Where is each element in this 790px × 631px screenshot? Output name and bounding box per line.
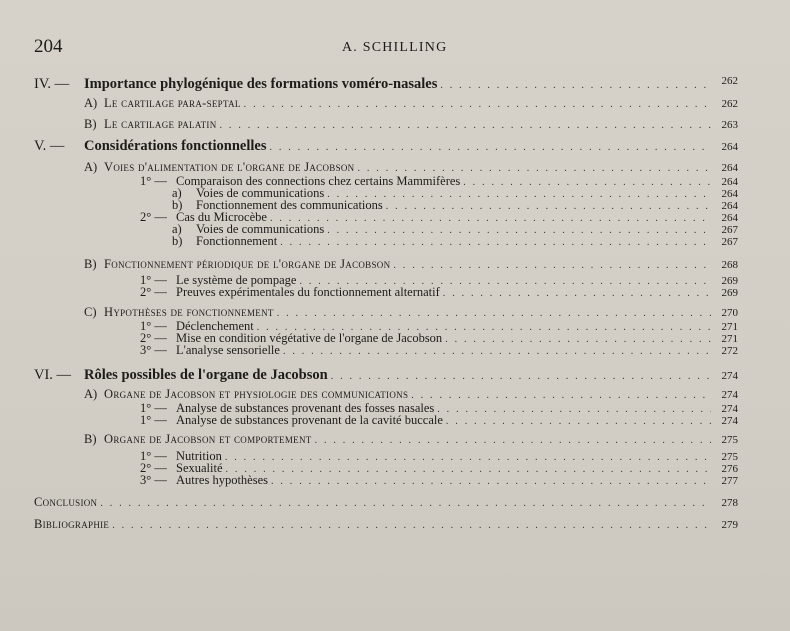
- toc-entry-number: a): [172, 186, 182, 200]
- toc-entry-page: 264: [721, 188, 738, 200]
- toc-entry-page: 275: [721, 434, 738, 446]
- dot-leader: [315, 434, 711, 447]
- toc-entry-title: Le système de pompage: [176, 273, 297, 287]
- toc-entry: [84, 258, 738, 272]
- dot-leader: [440, 78, 711, 93]
- toc-entry-number: 1° —: [140, 449, 167, 463]
- toc-entry-number: 2° —: [140, 461, 167, 475]
- toc-entry: [84, 118, 738, 132]
- toc-entry-page: 279: [721, 519, 738, 531]
- dot-leader: [271, 475, 711, 488]
- toc-entry-title: Rôles possibles de l'organe de Jacobson: [84, 367, 328, 383]
- toc-entry-number: a): [172, 222, 182, 236]
- toc-entry-title: Voies d'alimentation de l'organe de Jacobson: [104, 160, 355, 174]
- dot-leader: [280, 236, 711, 249]
- toc-entry-page: 274: [721, 403, 738, 415]
- toc-entry-title: Fonctionnement périodique de l'organe de Jacobson: [104, 257, 391, 271]
- toc-entry-number: B): [84, 257, 97, 271]
- toc-entry-number: 1° —: [140, 273, 167, 287]
- toc-entry-page: 270: [721, 307, 738, 319]
- toc-entry: [84, 433, 738, 447]
- toc-entry-page: 276: [721, 463, 738, 475]
- toc-entry-number: A): [84, 96, 98, 110]
- toc-entry-page: 274: [721, 415, 738, 427]
- page-number: 204: [34, 36, 63, 57]
- toc-entry-title: Preuves expérimentales du fonctionnement alternatif: [176, 285, 440, 299]
- toc-entry: [34, 496, 738, 510]
- toc-entry-page: 272: [721, 345, 738, 357]
- dot-leader: [411, 389, 711, 402]
- toc-entry-page: 262: [721, 75, 738, 87]
- toc-entry-title: Nutrition: [176, 449, 222, 463]
- dot-leader: [269, 140, 711, 155]
- toc-entry-page: 264: [721, 212, 738, 224]
- toc-entry: [84, 306, 738, 320]
- toc-entry-number: 1° —: [140, 413, 167, 427]
- toc-entry-number: A): [84, 387, 98, 401]
- toc-entry-page: 267: [721, 224, 738, 236]
- toc-entry-page: 264: [721, 162, 738, 174]
- toc-entry-title: Fonctionnement: [196, 234, 278, 248]
- toc-entry: [140, 344, 738, 358]
- toc-entry-page: 262: [721, 98, 738, 110]
- toc-entry-title: Importance phylogénique des formations voméro-nasales: [84, 76, 438, 92]
- toc-entry: [84, 388, 738, 402]
- toc-entry-page: 269: [721, 287, 738, 299]
- dot-leader: [100, 497, 711, 510]
- toc-entry-title: Fonctionnement des communications: [196, 198, 383, 212]
- toc-entry-title: Comparaison des connections chez certains Mammifères: [176, 174, 461, 188]
- toc-entry-title: Analyse de substances provenant des fosses nasales: [176, 401, 435, 415]
- toc-entry-number: 2° —: [140, 210, 167, 224]
- toc-entry-number: 1° —: [140, 401, 167, 415]
- toc-entry-title: Organe de Jacobson et comportement: [104, 432, 312, 446]
- toc-entry-number: IV. —: [34, 76, 70, 92]
- toc-entry-title: Organe de Jacobson et physiologie des communications: [104, 387, 409, 401]
- toc-entry-number: b): [172, 234, 183, 248]
- toc-entry-title: Conclusion: [34, 495, 98, 509]
- toc-entry-number: b): [172, 198, 183, 212]
- dot-leader: [220, 119, 711, 132]
- toc-entry-page: 267: [721, 236, 738, 248]
- toc-entry-number: VI. —: [34, 367, 72, 383]
- toc-entry-title: Voies de communications: [196, 186, 325, 200]
- toc-entry-title: Sexualité: [176, 461, 223, 475]
- toc-entry-page: 264: [721, 141, 738, 153]
- toc-entry-number: 3° —: [140, 473, 167, 487]
- dot-leader: [446, 415, 711, 428]
- dot-leader: [112, 519, 711, 532]
- toc-entry-title: Hypothèses de fonctionnement: [104, 305, 274, 319]
- toc-entry-page: 275: [721, 451, 738, 463]
- toc-entry-title: Considérations fonctionnelles: [84, 138, 267, 154]
- toc-entry-title: Cas du Microcèbe: [176, 210, 267, 224]
- toc-entry: [84, 97, 738, 111]
- toc-entry-number: B): [84, 432, 97, 446]
- toc-entry: [84, 161, 738, 175]
- toc-entry-title: Mise en condition végétative de l'organe de Jacobson: [176, 331, 443, 345]
- toc-entry-number: 1° —: [140, 174, 167, 188]
- running-head: A. SCHILLING: [342, 40, 448, 55]
- toc-entry: [172, 235, 738, 249]
- toc-entry-number: B): [84, 117, 97, 131]
- toc-entry-title: Le cartilage para-septal: [104, 96, 241, 110]
- dot-leader: [443, 287, 711, 300]
- toc-entry-number: 2° —: [140, 285, 167, 299]
- dot-leader: [331, 369, 711, 384]
- toc-entry: [34, 518, 738, 532]
- toc-entry-number: C): [84, 305, 97, 319]
- toc-entry-number: 3° —: [140, 343, 167, 357]
- toc-entry: [140, 286, 738, 300]
- toc-entry-title: Analyse de substances provenant de la cavité buccale: [176, 413, 443, 427]
- toc-entry-page: 278: [721, 497, 738, 509]
- toc-entry-page: 274: [721, 370, 738, 382]
- dot-leader: [283, 345, 711, 358]
- toc-entry-number: A): [84, 160, 98, 174]
- toc-entry-title: Le cartilage palatin: [104, 117, 217, 131]
- toc-entry-number: V. —: [34, 138, 65, 154]
- toc-entry-page: 264: [721, 200, 738, 212]
- toc-entry-number: 2° —: [140, 331, 167, 345]
- dot-leader: [277, 307, 711, 320]
- toc-entry-title: Voies de communications: [196, 222, 325, 236]
- toc-entry: [34, 139, 738, 155]
- toc-entry: [140, 414, 738, 428]
- dot-leader: [244, 98, 711, 111]
- toc-entry-page: 269: [721, 275, 738, 287]
- toc-entry-page: 264: [721, 176, 738, 188]
- toc-entry-page: 274: [721, 389, 738, 401]
- toc-entry-number: 1° —: [140, 319, 167, 333]
- toc-entry-page: 268: [721, 259, 738, 271]
- toc-entry: [34, 368, 738, 384]
- toc-entry: [140, 474, 738, 488]
- toc-entry-title: Bibliographie: [34, 517, 110, 531]
- toc-entry: [34, 77, 738, 93]
- toc-entry-title: Déclenchement: [176, 319, 254, 333]
- toc-entry-page: 271: [721, 321, 738, 333]
- dot-leader: [393, 259, 711, 272]
- toc-entry-title: L'analyse sensorielle: [176, 343, 280, 357]
- toc-entry-page: 263: [721, 119, 738, 131]
- toc-entry-title: Autres hypothèses: [176, 473, 268, 487]
- toc-entry-page: 277: [721, 475, 738, 487]
- toc-entry-page: 271: [721, 333, 738, 345]
